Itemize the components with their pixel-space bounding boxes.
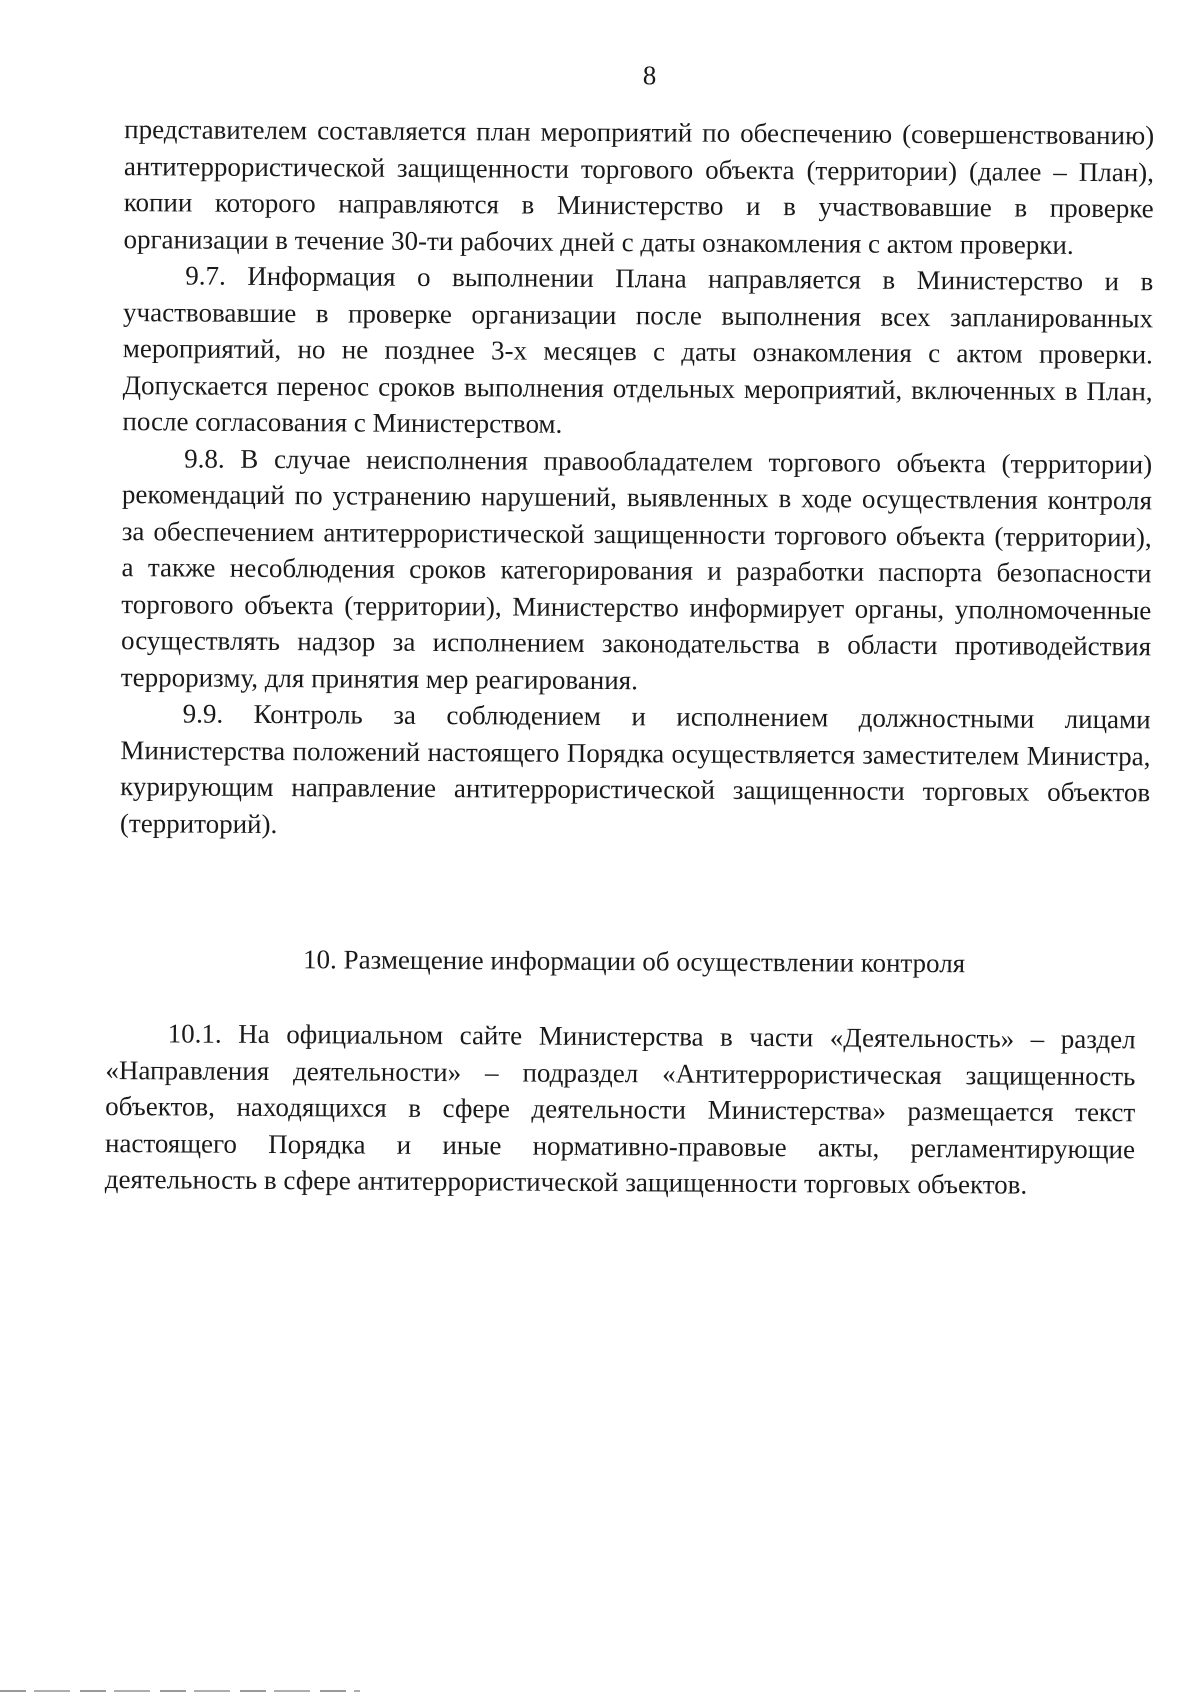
scan-edge-artifact <box>0 1690 360 1692</box>
document-body <box>120 111 1154 847</box>
section-body <box>105 1015 1136 1204</box>
paragraph-9-7: 9.7. Информация о выполнении Плана направляется в Министерство и в участвовавшие в проверке организации после выполнения всех запланированных мероприятий, но не позднее 3-х месяцев с даты ознакомления с актом проверки. Допускается перенос сроков выполнения отдельных мероприятий, включенных в План, после согласования с Министерством. <box>122 260 1154 439</box>
section-heading: 10. Размещение информации об осуществлении контроля <box>303 944 966 979</box>
paragraph-9-8: 9.8. В случае неисполнения правообладателем торгового объекта (территории) рекомендаций по устранению нарушений, выявленных в ходе осуществления контроля за обеспечением антитеррористической защищенности торгового объекта (территории), а также несоблюдения сроков категорирования и разработки паспорта безопасности торгового объекта (территории), Министерство информирует органы, уполномоченные осуществлять надзор за исполнением законодательства в области противодействия терроризму, для принятия мер реагирования. <box>120 442 1153 695</box>
paragraph-10-1: 10.1. На официальном сайте Министерства в части «Деятельность» – раздел «Направления деятельности» – подраздел «Антитеррористическая защищенность объектов, находящихся в сфере деятельности Министерства» размещается текст настоящего Порядка и иные нормативно-правовые акты, регламентирующие деятельность в сфере антитеррористической защищенности торговых объектов. <box>104 1018 1136 1200</box>
paragraph-continuation: представителем составляется план мероприятий по обеспечению (совершенствованию) антитеррористической защищенности торгового объекта (территории) (далее – План), копии которого направляются в Министерство и в участвовавшие в проверке организации в течение 30-ти рабочих дней с даты ознакомления с актом проверки. <box>123 114 1155 260</box>
paragraph-9-9: 9.9. Контроль за соблюдением и исполнением должностными лицами Министерства положений настоящего Порядка осуществляется заместителем Министра, курирующим направление антитеррористической защищенности торговых объектов (территорий). <box>119 698 1151 839</box>
page-number: 8 <box>642 60 657 91</box>
